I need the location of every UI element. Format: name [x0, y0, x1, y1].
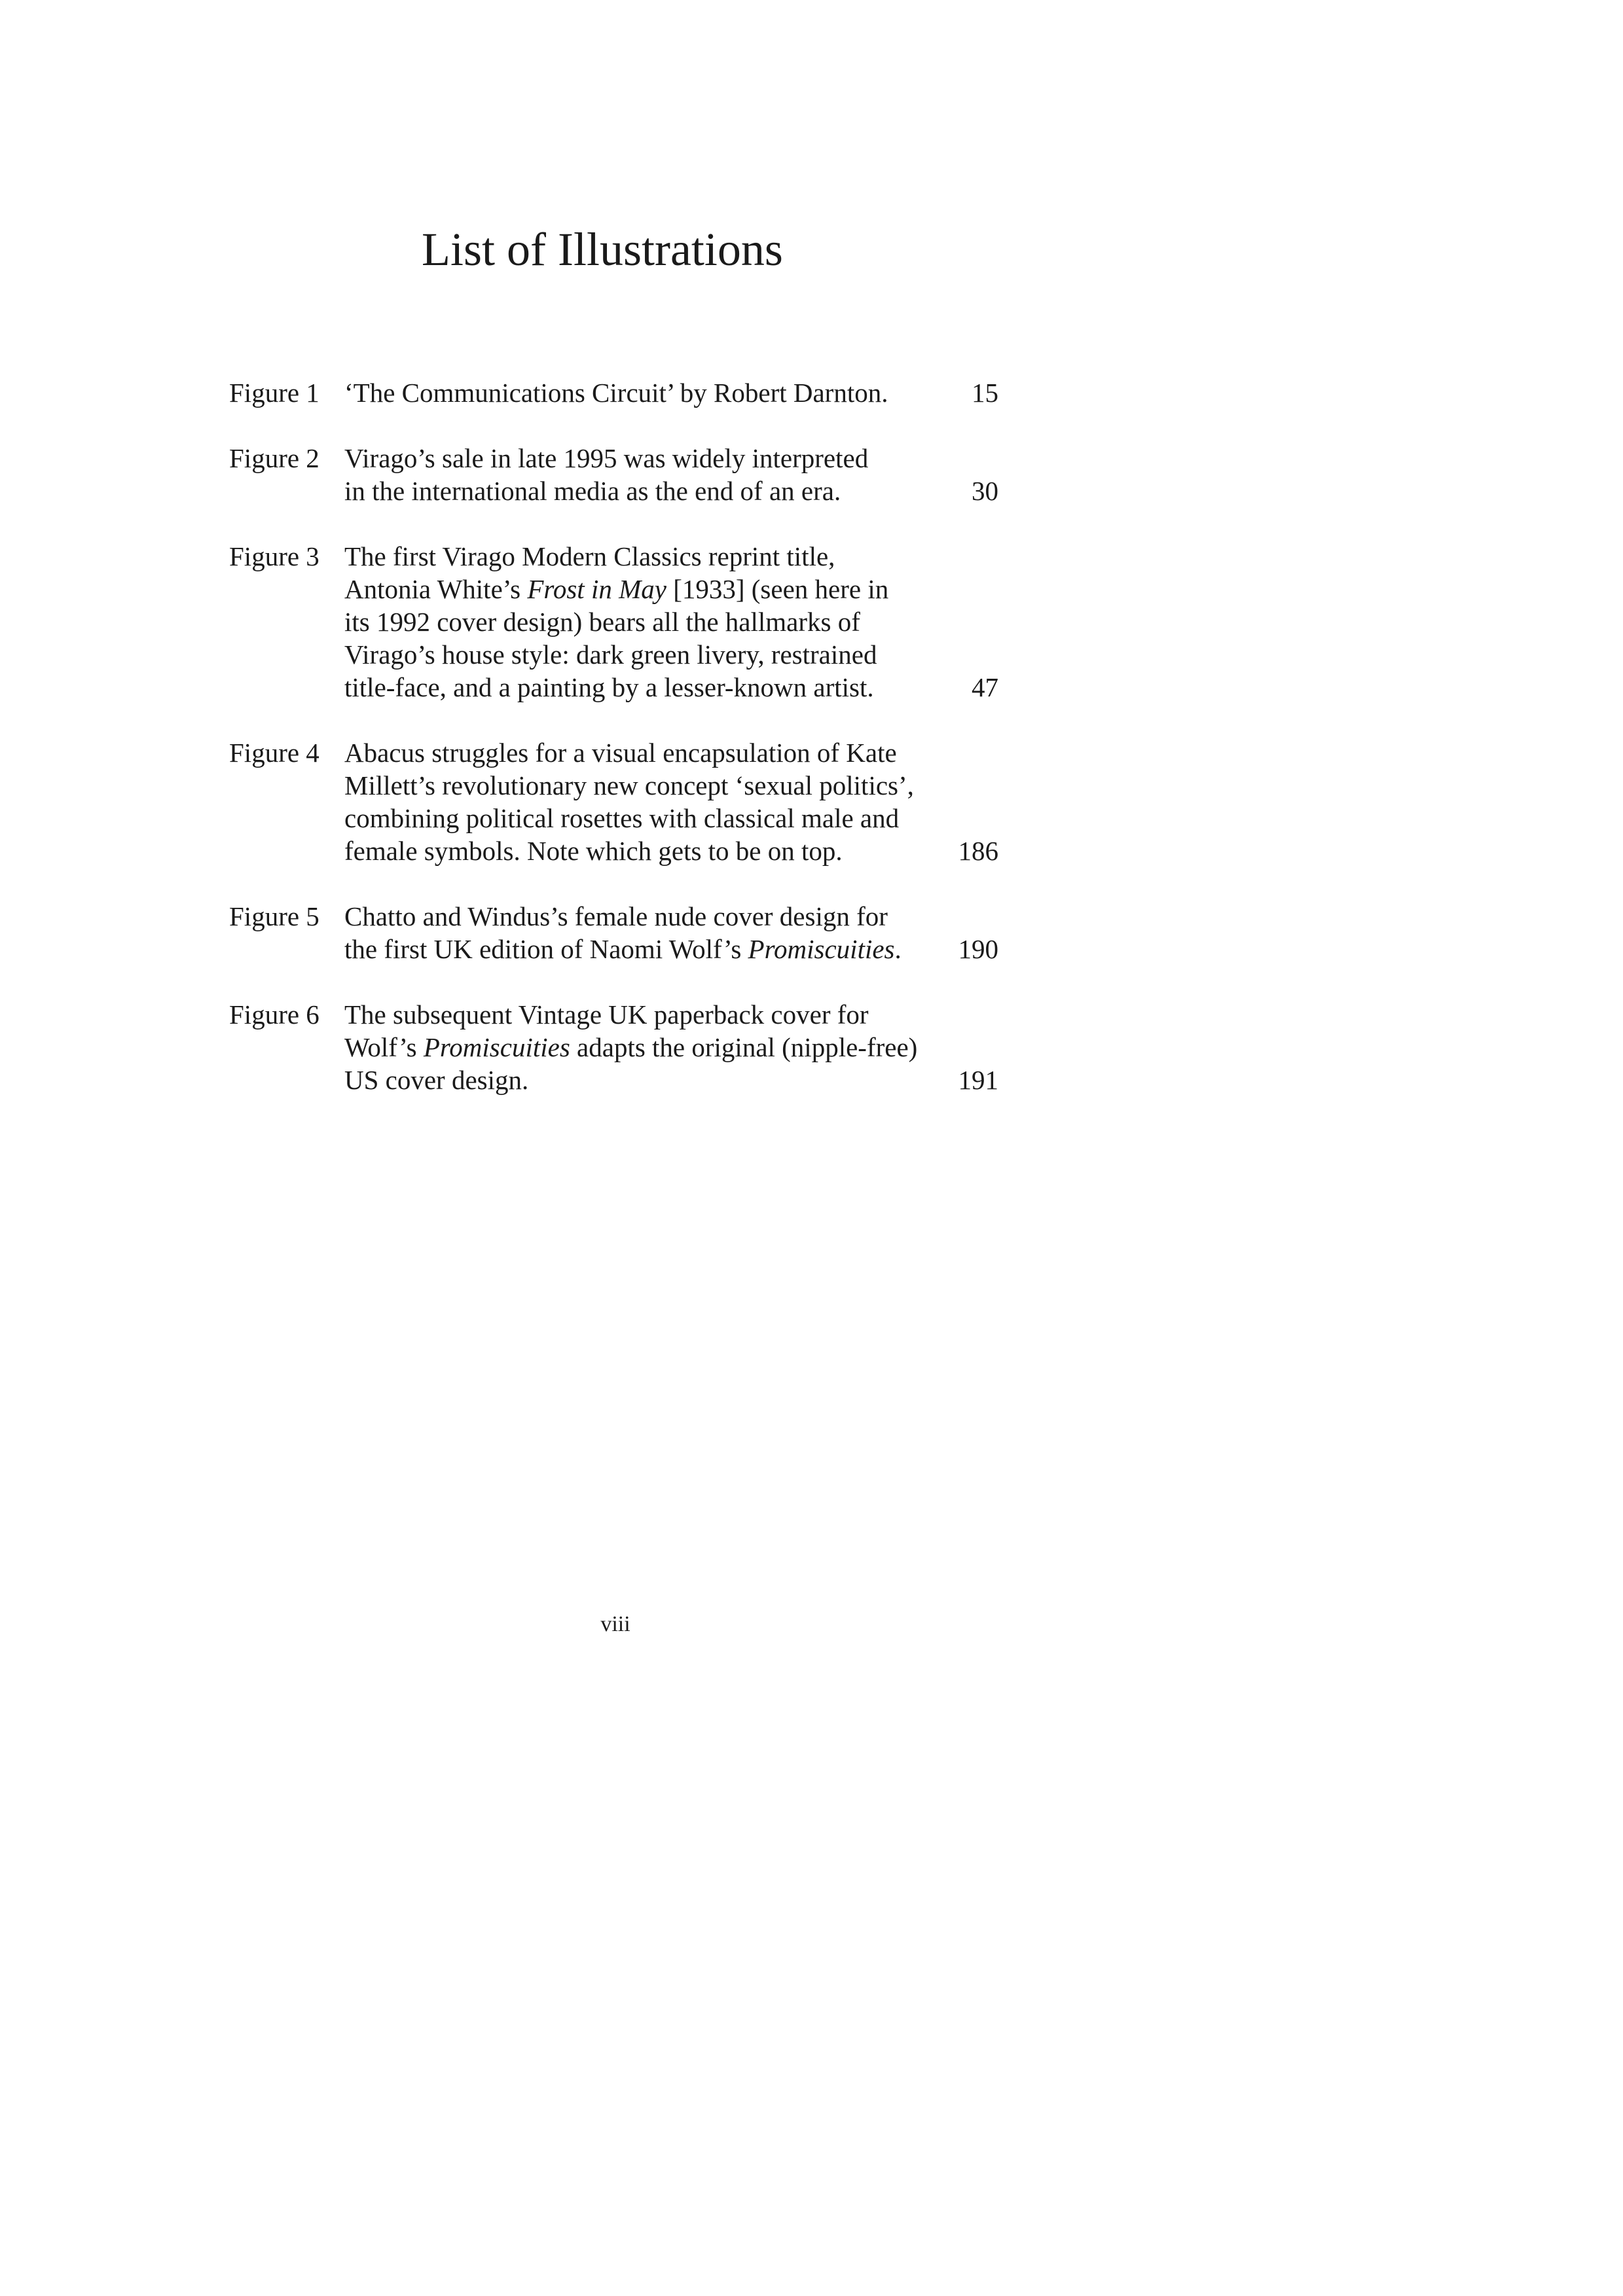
caption-line — [344, 605, 921, 638]
caption-line — [344, 573, 921, 605]
figure-entry — [229, 540, 998, 704]
figure-caption — [344, 540, 921, 704]
figure-label: Figure 3 — [229, 541, 319, 571]
figure-caption — [344, 736, 921, 867]
caption-text: female symbols. Note which gets to be on top. — [344, 836, 843, 866]
figure-page-number: 191 — [958, 1065, 998, 1095]
caption-text: US cover design. — [344, 1065, 529, 1095]
figure-page-number: 186 — [958, 836, 998, 866]
caption-text: The subsequent Vintage UK paperback cover for — [344, 999, 869, 1030]
caption-line — [344, 998, 921, 1031]
caption-line — [344, 769, 921, 802]
illustrations-list — [229, 376, 998, 1129]
figure-entry — [229, 442, 998, 507]
figure-label: Figure 1 — [229, 378, 319, 408]
figure-caption — [344, 998, 921, 1096]
caption-line — [344, 671, 921, 704]
figure-page-number: 30 — [972, 476, 998, 506]
figure-label: Figure 5 — [229, 901, 319, 931]
caption-text: Virago’s sale in late 1995 was widely interpreted — [344, 443, 869, 473]
caption-line — [344, 802, 921, 834]
caption-text: Millett’s revolutionary new concept ‘sexual politics’, — [344, 770, 914, 800]
italic-title: Promiscuities — [748, 934, 895, 964]
caption-text: Virago’s house style: dark green livery, restrained — [344, 639, 877, 670]
caption-text: . — [894, 934, 902, 964]
figure-entry — [229, 376, 998, 409]
caption-text: Chatto and Windus’s female nude cover design for — [344, 901, 888, 931]
caption-line — [344, 638, 921, 671]
figure-entry — [229, 900, 998, 965]
caption-text: The first Virago Modern Classics reprint title, — [344, 541, 835, 571]
caption-text: the first UK edition of Naomi Wolf’s — [344, 934, 748, 964]
caption-line — [344, 376, 921, 409]
caption-line — [344, 1064, 921, 1096]
caption-line — [344, 736, 921, 769]
caption-line — [344, 1031, 921, 1064]
figure-label: Figure 4 — [229, 738, 319, 768]
figure-page-number: 15 — [972, 378, 998, 408]
figure-entry — [229, 998, 998, 1096]
italic-title: Frost in May — [527, 574, 666, 604]
caption-line — [344, 900, 921, 933]
page-title: List of Illustrations — [422, 223, 783, 276]
caption-text: Abacus struggles for a visual encapsulation of Kate — [344, 738, 897, 768]
caption-line — [344, 540, 921, 573]
caption-text: ‘The Communications Circuit’ by Robert Darnton. — [344, 378, 888, 408]
figure-caption — [344, 442, 921, 507]
caption-text: title-face, and a painting by a lesser-known artist. — [344, 672, 874, 702]
figure-label: Figure 2 — [229, 443, 319, 473]
figure-caption — [344, 376, 921, 409]
caption-text: adapts the original (nipple-free) — [570, 1032, 918, 1062]
italic-title: Promiscuities — [423, 1032, 570, 1062]
caption-text: combining political rosettes with classical male and — [344, 803, 900, 833]
caption-line — [344, 475, 921, 507]
figure-page-number: 47 — [972, 672, 998, 702]
caption-line — [344, 442, 921, 475]
figure-label: Figure 6 — [229, 999, 319, 1030]
page-number: viii — [600, 1612, 630, 1636]
caption-text: its 1992 cover design) bears all the hallmarks of — [344, 607, 860, 637]
caption-text: Antonia White’s — [344, 574, 528, 604]
caption-text: Wolf’s — [344, 1032, 424, 1062]
caption-line — [344, 933, 921, 965]
caption-text: in the international media as the end of an era. — [344, 476, 841, 506]
caption-text: [1933] (seen here in — [666, 574, 889, 604]
figure-page-number: 190 — [958, 934, 998, 964]
figure-entry — [229, 736, 998, 867]
figure-caption — [344, 900, 921, 965]
caption-line — [344, 834, 921, 867]
